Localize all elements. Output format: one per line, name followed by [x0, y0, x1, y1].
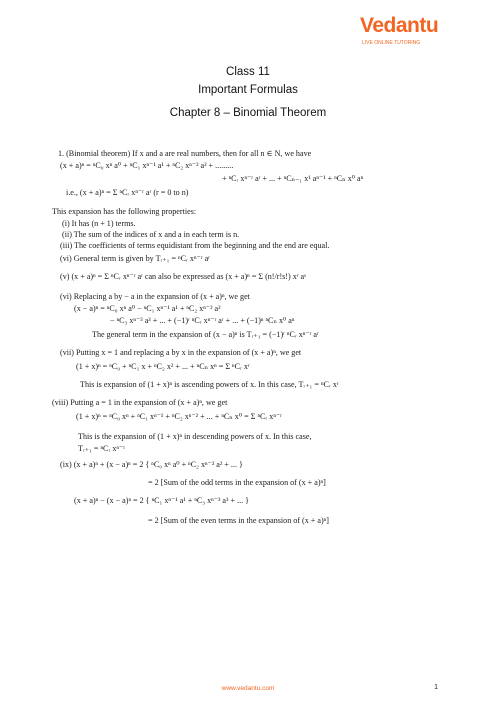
scanned-formula-sheet [52, 144, 458, 664]
formula-line: (ix) (x + a)ⁿ + (x − a)ⁿ = 2 { ⁿC₀ xⁿ a⁰ + ⁿC₂ xⁿ⁻² a² + ... } [60, 460, 243, 469]
formula-line: i.e., (x + a)ⁿ = Σ ⁿCᵣ xⁿ⁻ʳ aʳ (r = 0 to n) [66, 188, 189, 197]
formula-line: (v) (x + a)ⁿ = Σ ⁿCᵣ xⁿ⁻ʳ aʳ can also be expressed as (x + a)ⁿ = Σ (n!/r!s!) xʳ aˢ [60, 272, 306, 281]
chapter-title: Chapter 8 – Binomial Theorem [169, 107, 327, 119]
formula-line: (vi) Replacing a by − a in the expansion of (x + a)ⁿ, we get [60, 292, 250, 301]
formula-line: This is the expansion of (1 + x)ⁿ in descending powers of x. In this case, [78, 432, 312, 441]
formula-line: (iii) The coefficients of terms equidistant from the beginning and the end are equal. [60, 241, 330, 250]
formula-line: (x + a)ⁿ = ⁿC₀ xⁿ a⁰ + ⁿC₁ xⁿ⁻¹ a¹ + ⁿC₂ xⁿ⁻² a² + ......... [60, 161, 234, 170]
class-heading: Class 11 [226, 66, 270, 78]
formula-line: (x + a)ⁿ − (x − a)ⁿ = 2 { ⁿC₁ xⁿ⁻¹ a¹ + ⁿC₃ xⁿ⁻³ a³ + ... } [74, 496, 250, 505]
formula-line: = 2 [Sum of the odd terms in the expansion of (x + a)ⁿ] [148, 478, 326, 487]
formula-line: (1 + x)ⁿ = ⁿC₀ xⁿ + ⁿC₁ xⁿ⁻¹ + ⁿC₂ xⁿ⁻² + ... + ⁿCₙ x⁰ = Σ ⁿCᵣ xⁿ⁻ʳ [76, 412, 282, 421]
page-number: 1 [434, 684, 438, 691]
footer-url[interactable]: www.vedantu.com [221, 685, 275, 692]
formula-line: This expansion has the following properties: [52, 207, 197, 216]
formula-line: (1 + x)ⁿ = ⁿC₀ + ⁿC₁ x + ⁿC₂ x² + ... + ⁿCₙ xⁿ = Σ ⁿCᵣ xʳ [76, 362, 250, 371]
formula-line: Tᵣ₊₁ = ⁿCᵣ xⁿ⁻ʳ [78, 444, 125, 453]
formula-line: (x − a)ⁿ = ⁿC₀ xⁿ a⁰ − ⁿC₁ xⁿ⁻¹ a¹ + ⁿC₂ xⁿ⁻² a² [74, 304, 221, 313]
formula-line: (viii) Putting a = 1 in the expansion of (x + a)ⁿ, we get [52, 398, 228, 407]
formula-line: (ii) The sum of the indices of x and a in each term is n. [62, 230, 240, 239]
formula-line: = 2 [Sum of the even terms in the expansion of (x + a)ⁿ] [148, 516, 329, 525]
vedantu-logo [360, 12, 452, 52]
formula-line: (vii) Putting x = 1 and replacing a by x in the expansion of (x + a)ⁿ, we get [60, 348, 302, 357]
formula-line: The general term in the expansion of (x − a)ⁿ is Tᵣ₊₁ = (−1)ʳ ⁿCᵣ xⁿ⁻ʳ aʳ [92, 330, 319, 339]
logo-tagline: LIVE ONLINE TUTORING [362, 40, 421, 46]
formula-line: 1. (Binomial theorem) If x and a are real numbers, then for all n ∈ N, we have [58, 149, 312, 158]
formula-line: (vi) General term is given by Tᵣ₊₁ = ⁿCᵣ xⁿ⁻ʳ aʳ [60, 254, 210, 263]
page-subtitle: Important Formulas [198, 84, 298, 96]
formula-line: (i) It has (n + 1) terms. [62, 219, 136, 228]
formula-line: This is expansion of (1 + x)ⁿ is ascending powers of x. In this case, Tᵣ₊₁ = ⁿCᵣ xʳ [80, 380, 339, 389]
logo-wordmark: Vedantu [360, 14, 439, 37]
formula-line: + ⁿCᵣ xⁿ⁻ʳ aʳ + ... + ⁿCₙ₋₁ x¹ aⁿ⁻¹ + ⁿCₙ x⁰ aⁿ [222, 174, 364, 183]
formula-line: − ⁿC₃ xⁿ⁻³ a³ + ... + (−1)ʳ ⁿCᵣ xⁿ⁻ʳ aʳ + ... + (−1)ⁿ ⁿCₙ x⁰ aⁿ [110, 316, 295, 325]
